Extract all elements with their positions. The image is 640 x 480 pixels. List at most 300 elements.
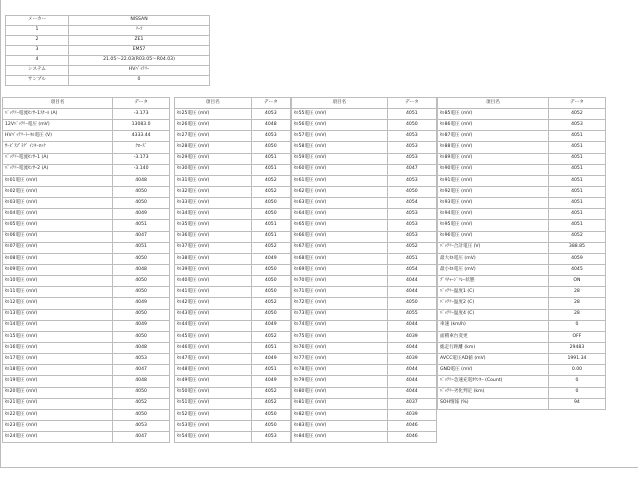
data-value-cell: 4050 <box>251 198 290 209</box>
item-name-cell: ｾﾙ67電圧 (mV) <box>292 242 388 253</box>
data-value-cell: 4050 <box>251 409 290 420</box>
table-row <box>292 220 437 231</box>
data-value-cell: 4050 <box>113 276 170 287</box>
table-row <box>438 298 606 309</box>
data-value-cell: 4053 <box>251 131 290 142</box>
data-value-cell: 28 <box>548 287 605 298</box>
item-name-cell: ｾﾙ75電圧 (mV) <box>292 331 388 342</box>
data-value-cell: 4053 <box>387 220 436 231</box>
item-name-cell: ｾﾙ37電圧 (mV) <box>175 242 252 253</box>
data-value-cell: 4037 <box>387 398 436 409</box>
data-value-cell: 4047 <box>113 432 170 443</box>
item-name-cell: ｻｰﾋﾞｽﾌﾟﾗｸﾞ ｲﾝﾀｰﾛｯｸ <box>3 142 113 153</box>
item-name-cell: ｾﾙ04電圧 (mV) <box>3 209 113 220</box>
table-row <box>438 131 606 142</box>
item-name-cell: ﾊﾞｯﾃﾘｰ温度4 (C) <box>438 309 549 320</box>
table-row <box>175 342 291 353</box>
table-row <box>175 298 291 309</box>
table-row <box>175 109 291 120</box>
item-name-cell: ｾﾙ73電圧 (mV) <box>292 309 388 320</box>
data-value-cell: 4049 <box>251 253 290 264</box>
table-row <box>438 220 606 231</box>
data-value-cell: 13083.0 <box>113 120 170 131</box>
item-name-cell: ｾﾙ87電圧 (mV) <box>438 131 549 142</box>
table-row <box>3 264 170 275</box>
data-value-cell: 4051 <box>251 220 290 231</box>
item-name-cell: ｾﾙ92電圧 (mV) <box>438 186 549 197</box>
table-row <box>438 209 606 220</box>
item-name-cell: ｾﾙ84電圧 (mV) <box>292 432 388 443</box>
item-name-cell: ｾﾙ96電圧 (mV) <box>438 231 549 242</box>
item-name-cell: ｾﾙ20電圧 (mV) <box>3 387 113 398</box>
diagnostic-table-3 <box>291 97 437 443</box>
item-name-cell: ｾﾙ48電圧 (mV) <box>175 365 252 376</box>
data-value-cell: 4051 <box>548 153 605 164</box>
data-value-cell: 4047 <box>387 164 436 175</box>
data-value-cell: 4050 <box>251 209 290 220</box>
info-row <box>6 46 210 56</box>
item-name-cell: ｾﾙ29電圧 (mV) <box>175 153 252 164</box>
item-name-cell: ｾﾙ83電圧 (mV) <box>292 420 388 431</box>
item-name-cell: ｾﾙ68電圧 (mV) <box>292 253 388 264</box>
item-name-cell: ｾﾙ55電圧 (mV) <box>292 109 388 120</box>
item-name-cell: ﾊﾞｯﾃﾘｰ合計電圧 (V) <box>438 242 549 253</box>
item-name-cell: ｾﾙ01電圧 (mV) <box>3 175 113 186</box>
item-name-cell: ｾﾙ50電圧 (mV) <box>175 387 252 398</box>
table-row <box>175 164 291 175</box>
table-row <box>292 298 437 309</box>
table-row <box>292 409 437 420</box>
data-value-cell: 4050 <box>113 409 170 420</box>
item-name-cell: ｾﾙ32電圧 (mV) <box>175 186 252 197</box>
table-row <box>3 220 170 231</box>
table-row <box>292 432 437 443</box>
data-value-cell: 4050 <box>251 142 290 153</box>
table-row <box>175 398 291 409</box>
table-row <box>438 365 606 376</box>
table-row <box>438 198 606 209</box>
table-row <box>292 387 437 398</box>
table-row <box>438 264 606 275</box>
item-name-cell: ｾﾙ85電圧 (mV) <box>438 109 549 120</box>
item-name-cell: ﾊﾞｯﾃﾘｰ電流ｾﾝｻｰ1 (A) <box>3 153 113 164</box>
item-name-cell: ｾﾙ09電圧 (mV) <box>3 264 113 275</box>
data-value-cell: 4053 <box>387 142 436 153</box>
column-header-item-name: 項目名 <box>3 98 113 109</box>
data-value-cell: 4052 <box>548 231 605 242</box>
item-name-cell: ｾﾙ91電圧 (mV) <box>438 175 549 186</box>
data-value-cell: 4052 <box>251 398 290 409</box>
item-name-cell: ﾊﾞｯﾃﾘｰ温度2 (C) <box>438 298 549 309</box>
table-row <box>292 164 437 175</box>
table-header-row <box>292 98 437 109</box>
table-row <box>3 331 170 342</box>
data-value-cell: 4054 <box>387 264 436 275</box>
table-row <box>292 186 437 197</box>
item-name-cell: ﾊﾞｯﾃﾘｰ電流ｾﾝｻｰ1ｽｹｰﾙ (A) <box>3 109 113 120</box>
info-key: 4 <box>6 56 69 66</box>
table-row <box>292 420 437 431</box>
item-name-cell: ｾﾙ23電圧 (mV) <box>3 420 113 431</box>
info-value: ﾘｰﾌ <box>69 26 210 36</box>
data-value-cell: 4051 <box>251 153 290 164</box>
data-value-cell: 4050 <box>113 287 170 298</box>
data-value-cell: 4048 <box>251 120 290 131</box>
item-name-cell: ｾﾙ12電圧 (mV) <box>3 298 113 309</box>
table-row <box>438 354 606 365</box>
item-name-cell: ｾﾙ49電圧 (mV) <box>175 376 252 387</box>
data-value-cell: 4050 <box>251 309 290 320</box>
item-name-cell: ｾﾙ11電圧 (mV) <box>3 287 113 298</box>
item-name-cell: ｾﾙ94電圧 (mV) <box>438 209 549 220</box>
item-name-cell: ｾﾙ62電圧 (mV) <box>292 186 388 197</box>
table-row <box>438 398 606 409</box>
data-value-cell: 4049 <box>113 298 170 309</box>
data-value-cell: 4049 <box>113 320 170 331</box>
diagnostic-table-2 <box>174 97 291 443</box>
data-value-cell: 4044 <box>387 342 436 353</box>
info-key: 2 <box>6 36 69 46</box>
column-header-data: データ <box>113 98 170 109</box>
table-row <box>175 209 291 220</box>
data-value-cell: 4050 <box>113 331 170 342</box>
table-row <box>3 131 170 142</box>
data-value-cell: 4048 <box>113 376 170 387</box>
table-row <box>175 264 291 275</box>
column-header-item-name: 項目名 <box>292 98 388 109</box>
data-value-cell: 4333.44 <box>113 131 170 142</box>
item-name-cell: ｾﾙ71電圧 (mV) <box>292 287 388 298</box>
data-value-cell: 4059 <box>548 253 605 264</box>
table-header-row <box>3 98 170 109</box>
data-value-cell: 28 <box>548 298 605 309</box>
table-row <box>3 175 170 186</box>
item-name-cell: ｾﾙ80電圧 (mV) <box>292 387 388 398</box>
data-value-cell: 4039 <box>387 409 436 420</box>
item-name-cell: ｾﾙ13電圧 (mV) <box>3 309 113 320</box>
data-value-cell: 4052 <box>113 398 170 409</box>
item-name-cell: 車速 (km/h) <box>438 320 549 331</box>
data-value-cell: 0 <box>548 387 605 398</box>
table-header-row <box>438 98 606 109</box>
table-row <box>3 320 170 331</box>
item-name-cell: ｾﾙ46電圧 (mV) <box>175 342 252 353</box>
item-name-cell: ﾊﾞｯﾃﾘｰ劣化判定 (km) <box>438 387 549 398</box>
data-value-cell: 4052 <box>251 298 290 309</box>
data-value-cell: 4050 <box>113 198 170 209</box>
item-name-cell: ｾﾙ44電圧 (mV) <box>175 320 252 331</box>
item-name-cell: ｾﾙ41電圧 (mV) <box>175 287 252 298</box>
table-row <box>175 387 291 398</box>
table-row <box>175 175 291 186</box>
item-name-cell: ｾﾙ88電圧 (mV) <box>438 142 549 153</box>
item-name-cell: ｾﾙ15電圧 (mV) <box>3 331 113 342</box>
item-name-cell: ﾌﾟﾘﾁｬｰｼﾞﾘﾚｰ状態 <box>438 276 549 287</box>
data-value-cell: 4048 <box>113 342 170 353</box>
item-name-cell: ｾﾙ70電圧 (mV) <box>292 276 388 287</box>
item-name-cell: 最大ｾﾙ電圧 (mV) <box>438 253 549 264</box>
item-name-cell: ｾﾙ05電圧 (mV) <box>3 220 113 231</box>
table-row <box>438 376 606 387</box>
table-row <box>175 131 291 142</box>
column-header-data: データ <box>548 98 605 109</box>
item-name-cell: ｾﾙ93電圧 (mV) <box>438 198 549 209</box>
item-name-cell: ｾﾙ59電圧 (mV) <box>292 153 388 164</box>
item-name-cell: ｾﾙ34電圧 (mV) <box>175 209 252 220</box>
table-row <box>3 109 170 120</box>
item-name-cell: ｾﾙ43電圧 (mV) <box>175 309 252 320</box>
table-row <box>3 142 170 153</box>
item-name-cell: ｾﾙ38電圧 (mV) <box>175 253 252 264</box>
info-value: HVﾊﾞｯﾃﾘｰ <box>69 66 210 76</box>
table-row <box>3 409 170 420</box>
item-name-cell: ｾﾙ06電圧 (mV) <box>3 231 113 242</box>
table-row <box>3 298 170 309</box>
data-value-cell: 4047 <box>113 365 170 376</box>
item-name-cell: ｾﾙ07電圧 (mV) <box>3 242 113 253</box>
table-row <box>3 354 170 365</box>
item-name-cell: ｾﾙ16電圧 (mV) <box>3 342 113 353</box>
item-name-cell: ﾊﾞｯﾃﾘｰ電流ｾﾝｻｰ2 (A) <box>3 164 113 175</box>
table-row <box>3 365 170 376</box>
data-value-cell: 4050 <box>251 264 290 275</box>
table-row <box>438 164 606 175</box>
data-value-cell: 4051 <box>251 365 290 376</box>
item-name-cell: 総走行距離 (km) <box>438 342 549 353</box>
table-row <box>3 276 170 287</box>
table-row <box>292 242 437 253</box>
item-name-cell: HVﾊﾞｯﾃﾘｰﾄｰﾀﾙ電圧 (V) <box>3 131 113 142</box>
table-row <box>3 153 170 164</box>
data-value-cell: 4050 <box>113 186 170 197</box>
item-name-cell: AVCC電圧AD値 (mV) <box>438 354 549 365</box>
item-name-cell: ｾﾙ39電圧 (mV) <box>175 264 252 275</box>
table-row <box>292 365 437 376</box>
table-row <box>438 242 606 253</box>
table-row <box>175 309 291 320</box>
data-value-cell: 4044 <box>387 365 436 376</box>
item-name-cell: ｾﾙ27電圧 (mV) <box>175 131 252 142</box>
data-value-cell: -3.173 <box>113 153 170 164</box>
item-name-cell: 最小ｾﾙ電圧 (mV) <box>438 264 549 275</box>
data-value-cell: 4053 <box>113 354 170 365</box>
item-name-cell: 面積車台変更 <box>438 331 549 342</box>
info-row <box>6 76 210 86</box>
data-value-cell: 4044 <box>387 387 436 398</box>
info-row <box>6 16 210 26</box>
item-name-cell: ｾﾙ57電圧 (mV) <box>292 131 388 142</box>
data-value-cell: 4050 <box>387 186 436 197</box>
table-row <box>438 331 606 342</box>
data-value-cell: 4051 <box>387 109 436 120</box>
table-row <box>438 120 606 131</box>
item-name-cell: ﾊﾞｯﾃﾘｰ急速充電ｶｳﾝﾀｰ (Count) <box>438 376 549 387</box>
table-row <box>438 186 606 197</box>
data-value-cell: 4052 <box>251 387 290 398</box>
table-row <box>175 287 291 298</box>
data-value-cell: 4048 <box>113 175 170 186</box>
data-value-cell: 4053 <box>251 432 290 443</box>
data-value-cell: 4039 <box>387 331 436 342</box>
item-name-cell: ｾﾙ18電圧 (mV) <box>3 365 113 376</box>
table-row <box>3 420 170 431</box>
table-row <box>3 164 170 175</box>
data-value-cell: 4053 <box>387 153 436 164</box>
table-row <box>3 253 170 264</box>
data-value-cell: 388.85 <box>548 242 605 253</box>
table-row <box>3 309 170 320</box>
data-value-cell: 4051 <box>548 198 605 209</box>
table-row <box>292 309 437 320</box>
table-row <box>438 320 606 331</box>
table-row <box>175 253 291 264</box>
item-name-cell: ｾﾙ69電圧 (mV) <box>292 264 388 275</box>
table-row <box>438 287 606 298</box>
data-value-cell: 4051 <box>251 164 290 175</box>
item-name-cell: ｾﾙ47電圧 (mV) <box>175 354 252 365</box>
info-value: ZE1 <box>69 36 210 46</box>
data-value-cell: 4051 <box>548 220 605 231</box>
item-name-cell: ｾﾙ33電圧 (mV) <box>175 198 252 209</box>
info-row <box>6 66 210 76</box>
table-row <box>292 198 437 209</box>
item-name-cell: ｾﾙ40電圧 (mV) <box>175 276 252 287</box>
data-value-cell: 4051 <box>251 231 290 242</box>
table-row <box>3 120 170 131</box>
item-name-cell: ｾﾙ14電圧 (mV) <box>3 320 113 331</box>
table-row <box>438 342 606 353</box>
item-name-cell: ｾﾙ77電圧 (mV) <box>292 354 388 365</box>
data-value-cell: 4052 <box>251 331 290 342</box>
item-name-cell: ｾﾙ89電圧 (mV) <box>438 153 549 164</box>
info-value: EM57 <box>69 46 210 56</box>
table-row <box>292 320 437 331</box>
info-key: 1 <box>6 26 69 36</box>
data-value-cell: 4046 <box>387 420 436 431</box>
item-name-cell: SOH情報 (%) <box>438 398 549 409</box>
item-name-cell: ｾﾙ45電圧 (mV) <box>175 331 252 342</box>
data-value-cell: 4053 <box>387 131 436 142</box>
item-name-cell: 12Vﾊﾞｯﾃﾘｰ電圧 (mV) <box>3 120 113 131</box>
item-name-cell: ｾﾙ02電圧 (mV) <box>3 186 113 197</box>
item-name-cell: ｾﾙ60電圧 (mV) <box>292 164 388 175</box>
item-name-cell: ｾﾙ74電圧 (mV) <box>292 320 388 331</box>
column-header-data: データ <box>251 98 290 109</box>
table-row <box>292 376 437 387</box>
data-value-cell: 29483 <box>548 342 605 353</box>
table-row <box>175 198 291 209</box>
table-row <box>292 253 437 264</box>
data-value-cell: 4050 <box>113 387 170 398</box>
table-row <box>175 320 291 331</box>
data-value-cell: 4051 <box>548 142 605 153</box>
data-value-cell: 4051 <box>387 253 436 264</box>
table-row <box>438 276 606 287</box>
item-name-cell: ｾﾙ08電圧 (mV) <box>3 253 113 264</box>
table-row <box>175 142 291 153</box>
item-name-cell: ｾﾙ21電圧 (mV) <box>3 398 113 409</box>
data-value-cell: 4053 <box>387 175 436 186</box>
item-name-cell: ｾﾙ25電圧 (mV) <box>175 109 252 120</box>
table-row <box>175 354 291 365</box>
data-value-cell: ON <box>548 276 605 287</box>
data-value-cell: 4050 <box>113 309 170 320</box>
table-row <box>3 342 170 353</box>
table-row <box>292 175 437 186</box>
item-name-cell: ｾﾙ28電圧 (mV) <box>175 142 252 153</box>
table-row <box>3 209 170 220</box>
info-key: サンプル <box>6 76 69 86</box>
item-name-cell: ﾊﾞｯﾃﾘｰ温度1 (C) <box>438 287 549 298</box>
table-row <box>175 276 291 287</box>
info-row <box>6 26 210 36</box>
item-name-cell: ｾﾙ51電圧 (mV) <box>175 398 252 409</box>
data-value-cell: 4044 <box>387 376 436 387</box>
data-value-cell: 4055 <box>387 309 436 320</box>
data-value-cell: 4051 <box>548 131 605 142</box>
item-name-cell: ｾﾙ76電圧 (mV) <box>292 342 388 353</box>
data-value-cell: 4053 <box>113 420 170 431</box>
item-name-cell: ｾﾙ65電圧 (mV) <box>292 220 388 231</box>
data-value-cell: 4050 <box>251 287 290 298</box>
table-row <box>292 120 437 131</box>
item-name-cell: ｾﾙ79電圧 (mV) <box>292 376 388 387</box>
info-value: 21.05～22.03(R03.05～R04.03) <box>69 56 210 66</box>
table-row <box>175 331 291 342</box>
table-row <box>3 398 170 409</box>
item-name-cell: ｾﾙ63電圧 (mV) <box>292 198 388 209</box>
item-name-cell: ｾﾙ52電圧 (mV) <box>175 409 252 420</box>
data-value-cell: 94 <box>548 398 605 409</box>
table-row <box>292 264 437 275</box>
table-row <box>292 231 437 242</box>
item-name-cell: ｾﾙ36電圧 (mV) <box>175 231 252 242</box>
item-name-cell: ｾﾙ19電圧 (mV) <box>3 376 113 387</box>
item-name-cell: ｾﾙ26電圧 (mV) <box>175 120 252 131</box>
data-value-cell: 4047 <box>113 231 170 242</box>
item-name-cell: ｾﾙ90電圧 (mV) <box>438 164 549 175</box>
item-name-cell: ｾﾙ30電圧 (mV) <box>175 164 252 175</box>
data-value-cell: 4052 <box>387 242 436 253</box>
data-value-cell: 4051 <box>548 186 605 197</box>
item-name-cell: ｾﾙ53電圧 (mV) <box>175 420 252 431</box>
item-name-cell: ｾﾙ54電圧 (mV) <box>175 432 252 443</box>
table-row <box>175 120 291 131</box>
table-row <box>175 376 291 387</box>
table-row <box>292 398 437 409</box>
data-value-cell: 4052 <box>548 109 605 120</box>
table-row <box>292 287 437 298</box>
table-row <box>175 153 291 164</box>
info-row <box>6 36 210 46</box>
info-value: NISSAN <box>69 16 210 26</box>
table-row <box>3 387 170 398</box>
data-value-cell: 4053 <box>387 231 436 242</box>
table-row <box>438 309 606 320</box>
item-name-cell: ｾﾙ61電圧 (mV) <box>292 175 388 186</box>
data-value-cell: 4045 <box>548 264 605 275</box>
data-value-cell: 4051 <box>548 164 605 175</box>
data-value-cell: 4051 <box>548 175 605 186</box>
table-row <box>175 220 291 231</box>
item-name-cell: ｾﾙ35電圧 (mV) <box>175 220 252 231</box>
data-value-cell: 0 <box>548 376 605 387</box>
table-row <box>292 342 437 353</box>
data-value-cell: 4053 <box>548 120 605 131</box>
table-row <box>3 198 170 209</box>
table-row <box>438 175 606 186</box>
data-value-cell: 4049 <box>251 354 290 365</box>
